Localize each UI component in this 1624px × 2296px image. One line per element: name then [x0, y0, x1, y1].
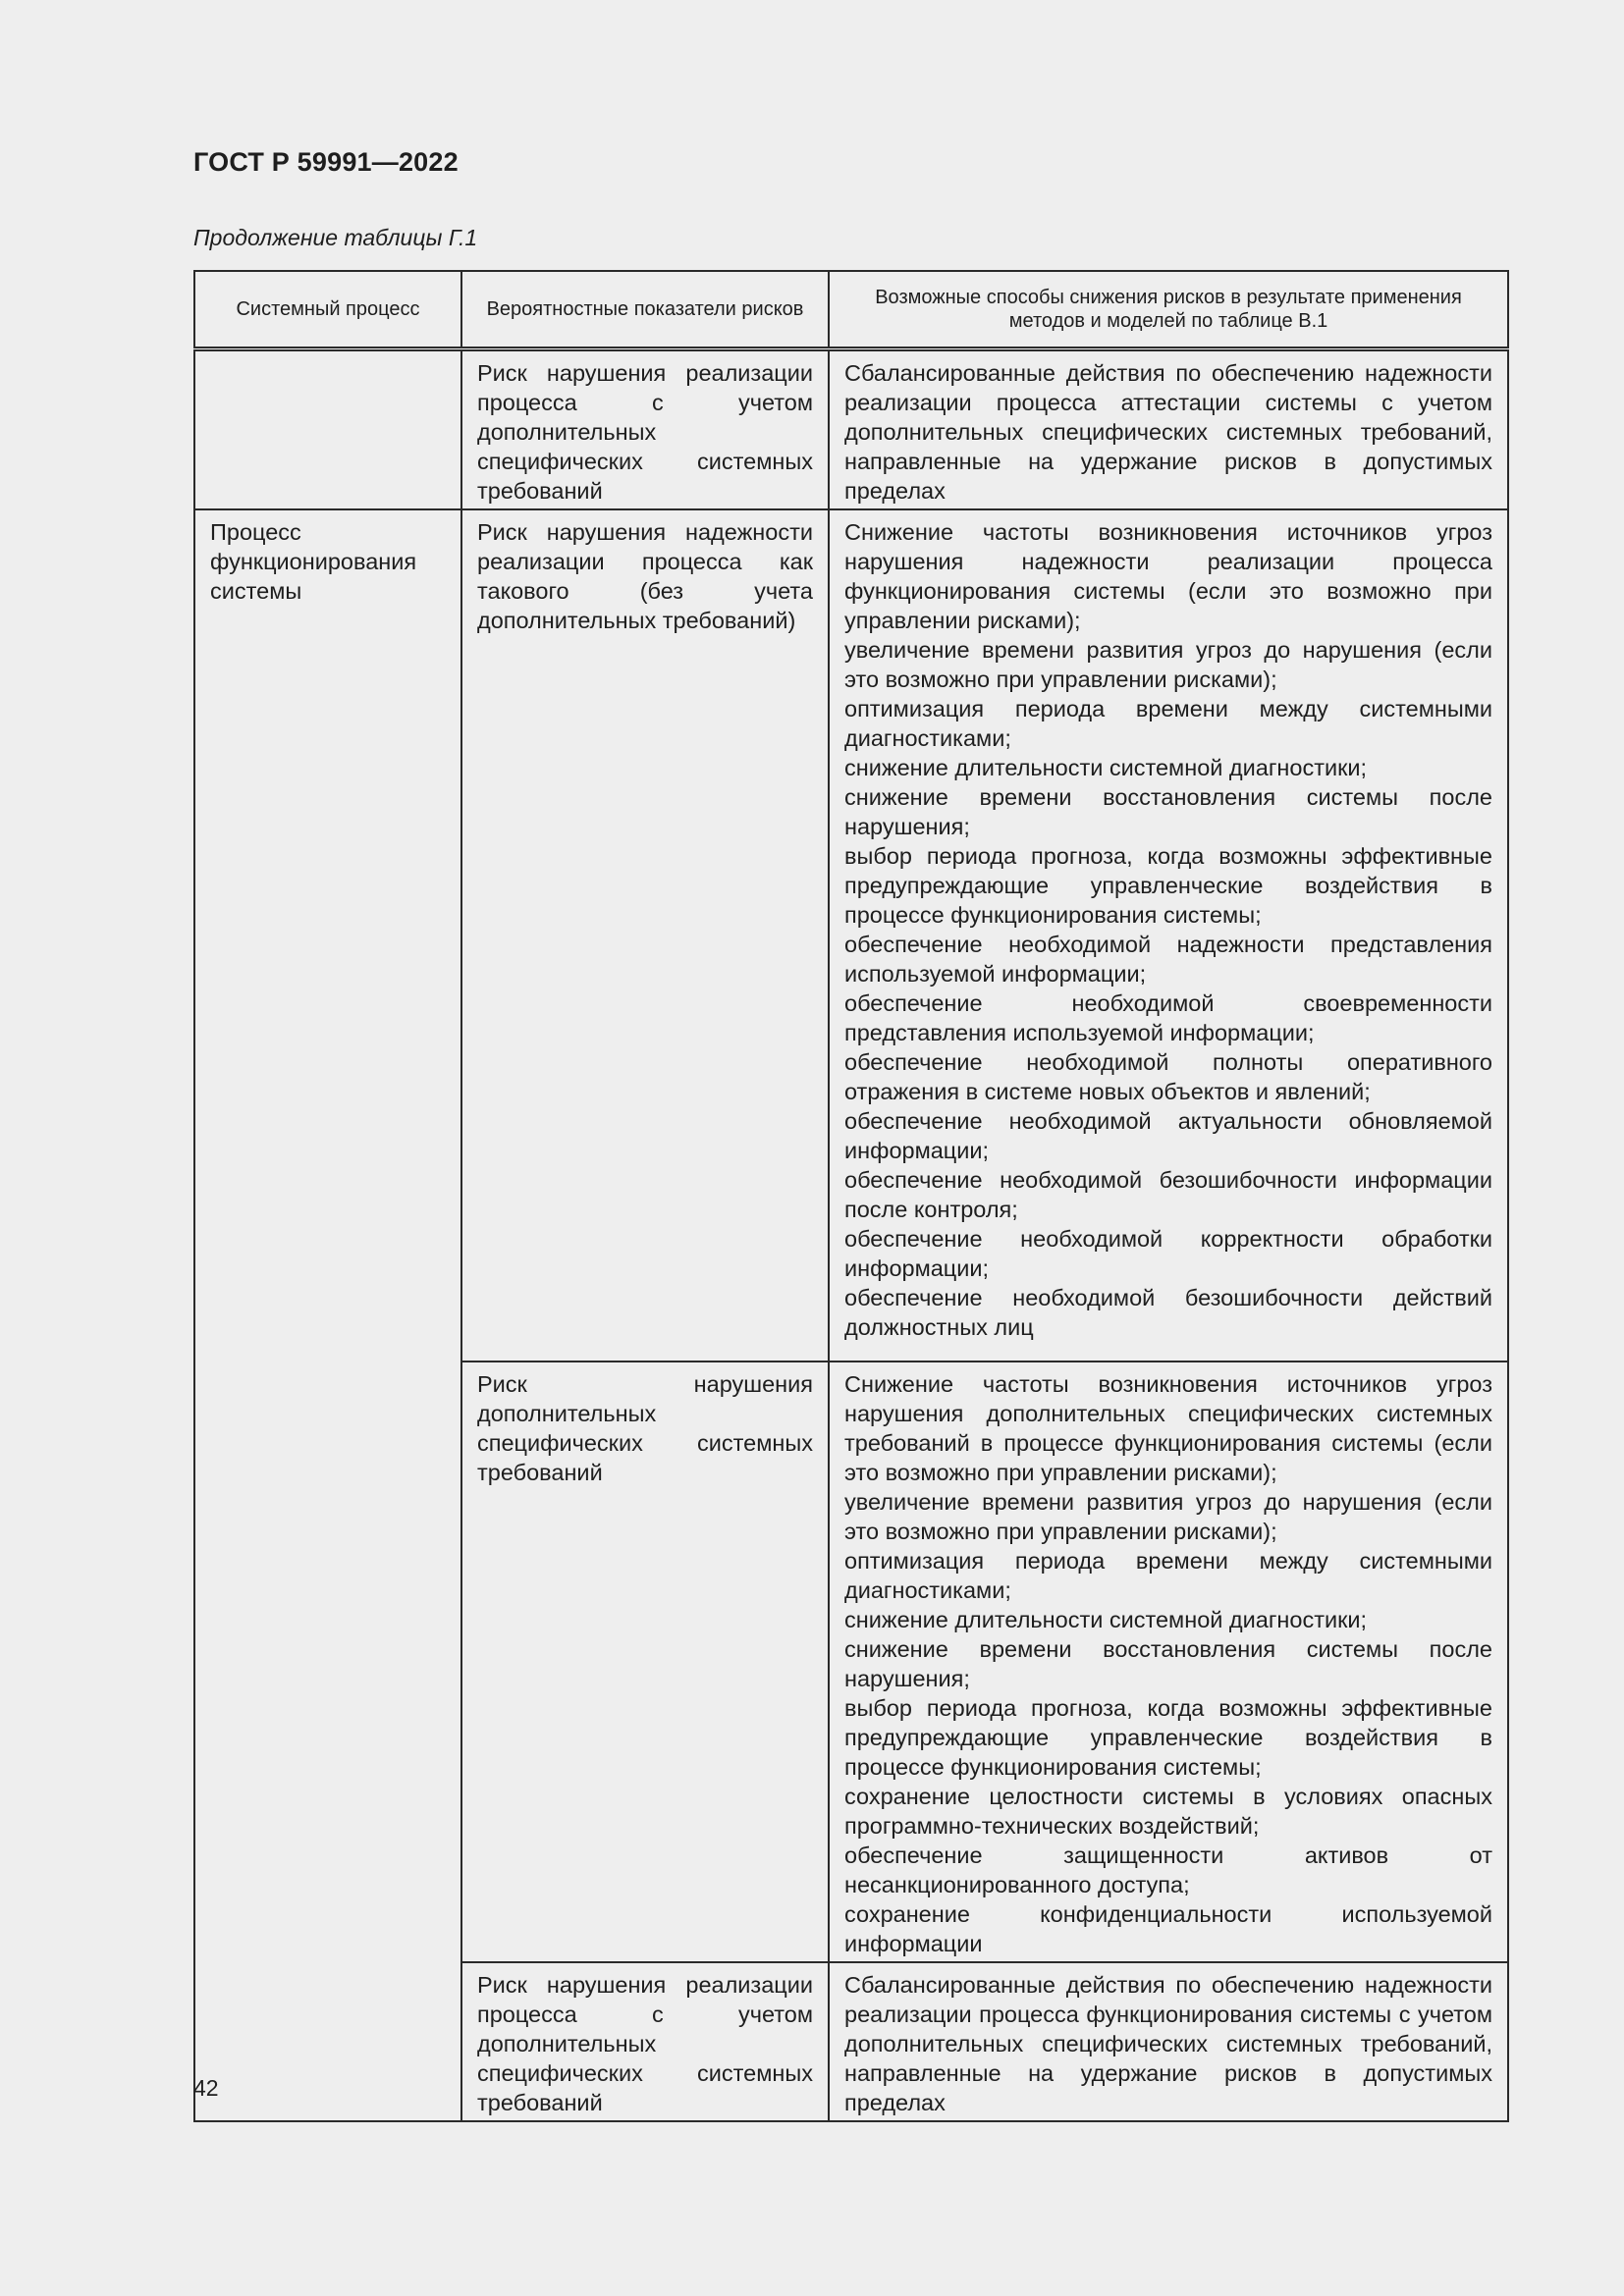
cell-methods: Сбалансированные действия по обеспечению надежности реализации процесса аттестации системы с учетом дополнительных специфических системных требований, направленные на удержание рисков в допустимых пределах [829, 349, 1508, 510]
document-id: ГОСТ Р 59991—2022 [193, 147, 459, 177]
method-item: обеспечение необходимой актуальности обновляемой информации; [844, 1108, 1492, 1163]
cell-methods [829, 1362, 1508, 1962]
table-row [194, 509, 1508, 1362]
method-item: снижение времени восстановления системы после нарушения; [844, 784, 1492, 839]
page-number: 42 [193, 2075, 219, 2101]
method-item: выбор периода прогноза, когда возможны эффективные предупреждающие управленческие воздействия в процессе функционирования системы; [844, 1695, 1492, 1780]
cell-methods [829, 509, 1508, 1362]
method-item: обеспечение необходимой надежности представления используемой информации; [844, 932, 1492, 987]
column-header-indicators: Вероятностные показатели рисков [461, 271, 829, 349]
column-header-methods: Возможные способы снижения рисков в результате применения методов и моделей по таблице В.1 [829, 271, 1508, 349]
method-item: обеспечение необходимой полноты оперативного отражения в системе новых объектов и явлений; [844, 1049, 1492, 1104]
risk-table [193, 270, 1509, 2122]
method-item: Снижение частоты возникновения источников угроз нарушения дополнительных специфических системных требований в процессе функционирования системы (если это возможно при управлении рисками); [844, 1371, 1492, 1485]
table-header-row [194, 271, 1508, 349]
method-item: оптимизация периода времени между системными диагностиками; [844, 696, 1492, 751]
column-header-process: Системный процесс [194, 271, 461, 349]
cell-process: Процесс функционирования системы [194, 509, 461, 2121]
method-item: обеспечение необходимой безошибочности действий должностных лиц [844, 1285, 1492, 1340]
cell-process [194, 349, 461, 510]
method-item: обеспечение необходимой своевременности представления используемой информации; [844, 990, 1492, 1045]
method-item: обеспечение необходимой безошибочности информации после контроля; [844, 1167, 1492, 1222]
method-item: обеспечение необходимой корректности обработки информации; [844, 1226, 1492, 1281]
method-item: снижение длительности системной диагностики; [844, 1607, 1368, 1632]
cell-methods: Сбалансированные действия по обеспечению надежности реализации процесса функционирования системы с учетом дополнительных специфических системных требований, направленные на удержание рисков в допустимых пределах [829, 1962, 1508, 2121]
method-item: обеспечение защищенности активов от несанкционированного доступа; [844, 1842, 1492, 1897]
method-item: снижение времени восстановления системы после нарушения; [844, 1636, 1492, 1691]
table-caption: Продолжение таблицы Г.1 [193, 225, 478, 250]
cell-indicator: Риск нарушения реализации процесса с учетом дополнительных специфических системных требований [461, 349, 829, 510]
method-item: увеличение времени развития угроз до нарушения (если это возможно при управлении рисками); [844, 637, 1492, 692]
method-item: оптимизация периода времени между системными диагностиками; [844, 1548, 1492, 1603]
method-item: Снижение частоты возникновения источников угроз нарушения надежности реализации процесса функционирования системы (если это возможно при управлении рисками); [844, 519, 1492, 633]
method-item: сохранение целостности системы в условиях опасных программно-технических воздействий; [844, 1784, 1492, 1839]
method-item: выбор периода прогноза, когда возможны эффективные предупреждающие управленческие воздействия в процессе функционирования системы; [844, 843, 1492, 928]
table-row [194, 349, 1508, 510]
cell-indicator: Риск нарушения дополнительных специфических системных требований [461, 1362, 829, 1962]
method-item: снижение длительности системной диагностики; [844, 755, 1368, 780]
cell-indicator: Риск нарушения реализации процесса с учетом дополнительных специфических системных требований [461, 1962, 829, 2121]
method-item: сохранение конфиденциальности используемой информации [844, 1901, 1492, 1956]
cell-indicator: Риск нарушения надежности реализации процесса как такового (без учета дополнительных требований) [461, 509, 829, 1362]
method-item: увеличение времени развития угроз до нарушения (если это возможно при управлении рисками); [844, 1489, 1492, 1544]
